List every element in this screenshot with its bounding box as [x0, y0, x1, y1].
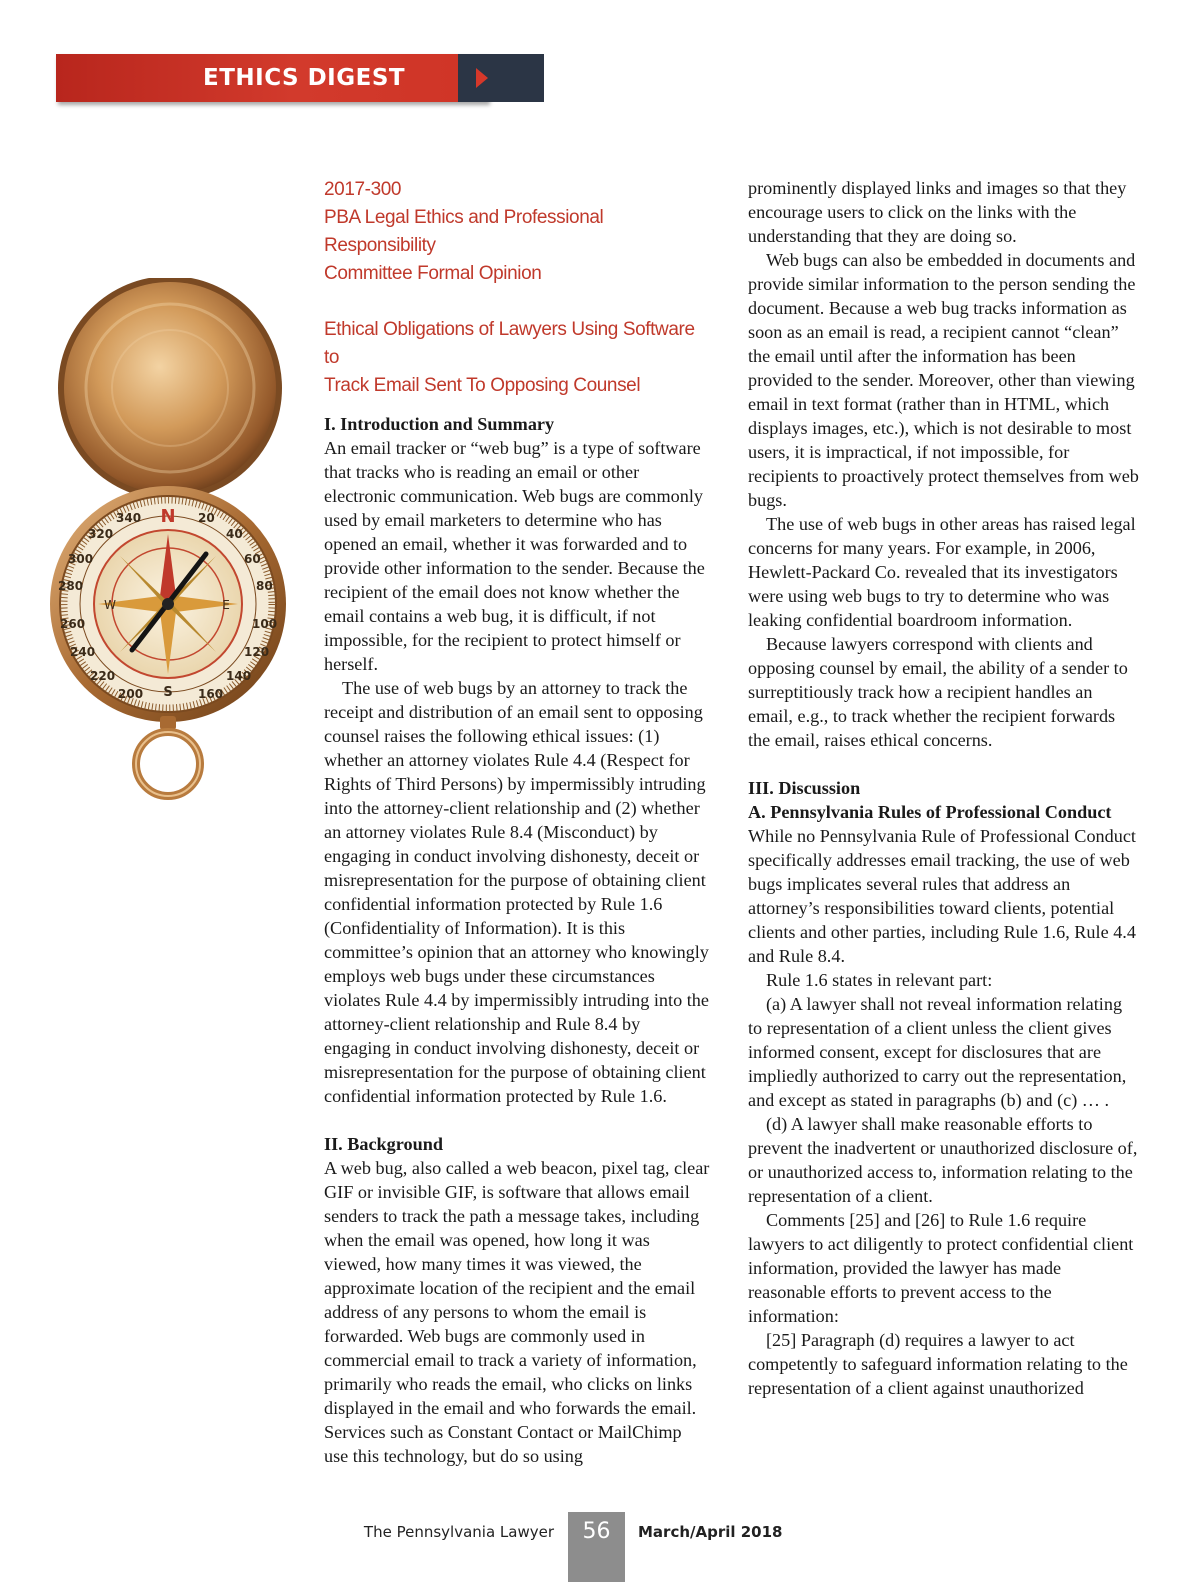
- compass-degree-label: 280: [58, 579, 84, 593]
- compass-lid: [58, 278, 282, 500]
- article-left-column: [324, 176, 710, 1468]
- body-paragraph: An email tracker or “web bug” is a type of software that tracks who is reading an email or other electronic communication. Web bugs are commonly used by email marketers to determine who has opened an email, whether it was forwarded and to provide other information to the sender. Because the recipient of the email does not know whether the email contains a web bug, it is difficult, if not impossible, for the recipient to protect himself or herself.: [324, 438, 705, 674]
- banner-dark-block: [458, 54, 544, 102]
- section-heading: III. Discussion: [748, 778, 861, 798]
- body-paragraph: Comments [25] and [26] to Rule 1.6 require lawyers to act diligently to protect confidential client information, provided the lawyer has made reasonable efforts to prevent access to the information:: [748, 1210, 1134, 1326]
- body-paragraph: Rule 1.6 states in relevant part:: [766, 970, 993, 990]
- body-paragraph: A web bug, also called a web beacon, pixel tag, clear GIF or invisible GIF, is software that allows email senders to track the path a message takes, including when the email was opened, how long it was viewed, how many times it was viewed, the approximate location of the recipient and the email address of any persons to whom the email is forwarded. Web bugs are commonly used in commercial email to track a variety of information, primarily who reads the email, who clicks on links displayed in the email and who forwards the email. Services such as Constant Contact or MailChimp use this technology, but do so using: [324, 1158, 710, 1466]
- compass-degree-label: 20: [198, 511, 215, 525]
- issue-date: March/April 2018: [638, 1523, 783, 1541]
- compass-east-label: E: [222, 598, 230, 612]
- compass-degree-label: 60: [244, 552, 261, 566]
- compass-illustration: [48, 278, 288, 808]
- subsection-heading: A. Pennsylvania Rules of Professional Conduct: [748, 802, 1112, 822]
- committee-line-2: Committee Formal Opinion: [324, 263, 542, 284]
- compass-degree-label: 160: [198, 687, 224, 701]
- quoted-rule: (a) A lawyer shall not reveal information relating to representation of a client unless the client gives informed consent, except for disclosures that are impliedly authorized to carry out the representation, and except as stated in paragraphs (b) and (c) … .: [748, 994, 1127, 1110]
- body-paragraph: While no Pennsylvania Rule of Professional Conduct specifically addresses email tracking, the use of web bugs implicates several rules that address an attorney’s responsibilities toward clients, potential clients and other parties, including Rule 1.6, Rule 4.4 and Rule 8.4.: [748, 826, 1136, 966]
- body-paragraph: The use of web bugs by an attorney to track the receipt and distribution of an email sent to opposing counsel raises the following ethical issues: (1) whether an attorney violates Rule 4.4 (Respect for Rights of Third Persons) by impermissibly intruding into the attorney-client relationship and (2) whether an attorney violates Rule 8.4 (Misconduct) by engaging in conduct involving dishonesty, deceit or misrepresentation for the purpose of obtaining client confidential information protected by Rule 1.6 (Confidentiality of Information). It is this committee’s opinion that an attorney who knowingly employs web bugs under these circumstances violates Rule 4.4 by impermissibly intruding into the attorney-client relationship and Rule 8.4 by engaging in conduct involving dishonesty, deceit or misrepresentation for the purpose of obtaining client confidential information protected by Rule 1.6.: [324, 678, 709, 1106]
- compass-crown: [160, 716, 176, 730]
- section-banner: [56, 54, 488, 102]
- article-title-line-1: Ethical Obligations of Lawyers Using Software to: [324, 319, 695, 368]
- article-title-line-2: Track Email Sent To Opposing Counsel: [324, 375, 641, 396]
- page-number: 56: [568, 1512, 625, 1582]
- compass-degree-label: 320: [88, 527, 114, 541]
- section-heading: II. Background: [324, 1134, 443, 1154]
- section-title: ETHICS DIGEST: [203, 65, 406, 91]
- opinion-number: 2017-300: [324, 179, 402, 200]
- compass-degree-label: 40: [226, 527, 243, 541]
- compass-degree-label: 260: [60, 617, 86, 631]
- arrow-right-icon: [476, 68, 488, 88]
- body-paragraph: Because lawyers correspond with clients and opposing counsel by email, the ability of a sender to surreptitiously track how a recipient handles an email, e.g., to track whether the recipient forwards the email, raises ethical concerns.: [748, 634, 1128, 750]
- page-footer: [0, 1512, 1200, 1552]
- compass-degree-label: 100: [252, 617, 278, 631]
- compass-degree-label: 80: [256, 579, 273, 593]
- section-heading: I. Introduction and Summary: [324, 414, 555, 434]
- body-paragraph: prominently displayed links and images so that they encourage users to click on the links with the understanding that they are doing so.: [748, 178, 1127, 246]
- compass-degree-label: 240: [70, 645, 96, 659]
- compass-degree-label: 120: [244, 645, 270, 659]
- article-right-column: [748, 176, 1140, 1400]
- publication-name: The Pennsylvania Lawyer: [363, 1523, 554, 1541]
- compass-degree-label: 220: [90, 669, 116, 683]
- compass-degree-label: 200: [118, 687, 144, 701]
- committee-line-1: PBA Legal Ethics and Professional Responsibility: [324, 207, 604, 256]
- compass-west-label: W: [104, 598, 116, 612]
- body-paragraph: Web bugs can also be embedded in documents and provide similar information to the person sending the document. Because a web bug tracks information as soon as an email is read, a recipient cannot “clean” the email until after the information has been provided to the sender. Moreover, other than viewing email in text format (rather than in HTML, which displays images, etc.), which is not desirable to most users, it is impractical, if not impossible, for recipients to proactively protect themselves from web bugs.: [748, 250, 1139, 510]
- quoted-rule: (d) A lawyer shall make reasonable efforts to prevent the inadvertent or unauthorized disclosure of, or unauthorized access to, information relating to the representation of a client.: [748, 1114, 1138, 1206]
- compass-degree-label: 140: [226, 669, 252, 683]
- compass-south-label: S: [163, 685, 173, 700]
- compass-north-label: N: [160, 506, 176, 527]
- body-paragraph: The use of web bugs in other areas has raised legal concerns for many years. For example, in 2006, Hewlett-Packard Co. revealed that its investigators were using web bugs to try to determine who was leaking confidential boardroom information.: [748, 514, 1136, 630]
- compass-degree-label: 300: [68, 552, 94, 566]
- quoted-comment: [25] Paragraph (d) requires a lawyer to act competently to safeguard information relating to the representation of a client against unauthorized: [748, 1330, 1128, 1398]
- compass-degree-label: 340: [116, 511, 142, 525]
